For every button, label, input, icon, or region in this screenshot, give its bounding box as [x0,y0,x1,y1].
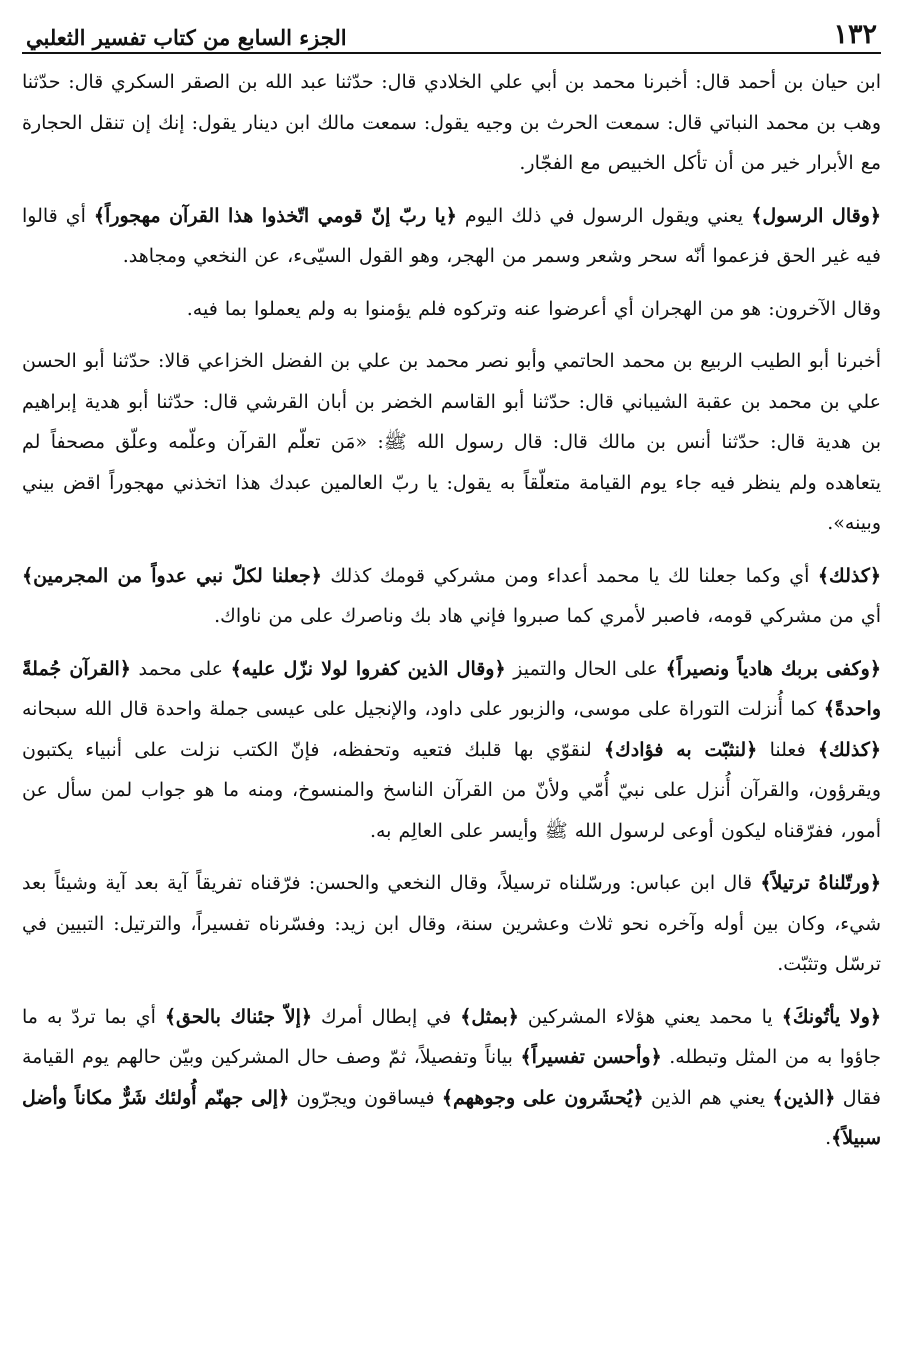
paragraph-text: على الحال والتميز [505,657,666,680]
quran-quote: ﴿بمثل﴾ [460,1005,519,1028]
paragraph [22,196,881,277]
paragraph [22,341,881,544]
running-title: الجزء السابع من كتاب تفسير الثعلبي [26,25,347,50]
paragraph-text: بياناً وتفصيلاً، ثمّ وصف حال المشركين وبيّن حالهم يوم القيامة فقال [22,1046,881,1109]
quran-quote: ﴿وأحسن تفسيراً﴾ [520,1046,662,1068]
paragraph-text: أي وكما جعلنا لك يا محمد أعداء ومن مشركي قومك كذلك [321,564,818,587]
paragraph-text: يعني هم الذين [643,1086,773,1109]
quran-quote: ﴿إلى جهنّم أُولئك شَرٌّ مكاناً وأضل سبيلاً﴾ [22,1086,881,1149]
quran-quote: ﴿إلاّ جئناك بالحق﴾ [164,1005,312,1028]
paragraph-text: قال ابن عباس: ورسّلناه ترسيلاً، وقال النخعي والحسن: فرّقناه تفريقاً آية بعد آية وشيئاً بعد شيء، وكان بين أوله وآخره نحو ثلاث وعشرين سنة، وقال ابن زيد: وفسّرناه تفسيراً، والترتيل: التبيين في ترسّل وتثبّت. [22,872,881,975]
paragraph-text: فعلنا [757,738,818,761]
quran-quote: ﴿وقال الرسول﴾ [751,204,881,227]
paragraph-text: أخبرنا أبو الطيب الربيع بن محمد الحاتمي وأبو نصر محمد بن علي بن الفضل الخزاعي قالا: حدّثنا أبو الحسن علي بن محمد بن عقبة الشيباني قال: حدّثنا أبو القاسم الخضر بن أبان القرشي قال: حدّثنا أبو هدية إبراهيم بن هدية قال: حدّثنا أنس بن مالك قال: قال رسول الله ﷺ: «مَن تعلّم القرآن وعلّمه وعلّق مصحفاً لم يتعاهده ولم ينظر فيه جاء يوم القيامة متعلّقاً به يقول: يا ربّ العالمين عبدك هذا اتخذني مهجوراً اقض بيني وبينه». [22,350,881,534]
paragraph [22,62,881,184]
quran-quote: ﴿يا ربّ إنّ قومي اتّخذوا هذا القرآن مهجوراً﴾ [93,204,457,227]
paragraph-text: كما أُنزلت التوراة على موسى، والزبور على داود، والإنجيل على عيسى جملة واحدة قال الله سبحانه [22,698,824,720]
paragraph-text: أي من مشركي قومه، فاصبر لأمري كما صبروا فإني هاد بك وناصرك على من ناواك. [214,605,881,627]
quran-quote: ﴿ورتّلناهُ ترتيلاً﴾ [760,872,881,894]
paragraph-text: وقال الآخرون: هو من الهجران أي أعرضوا عنه وتركوه فلم يؤمنوا به ولم يعملوا بما فيه. [186,297,881,320]
paragraph-text: أي قالوا فيه غير الحق فزعموا أنّه سحر وشعر وسمر من الهجر، وهو القول السيّىء، عن النخعي ومجاهد. [22,204,881,267]
quran-quote: ﴿ولا يأتُونكَ﴾ [781,1005,882,1028]
paragraph-text: يا محمد يعني هؤلاء المشركين [518,1005,782,1028]
page-body [22,62,881,1159]
paragraph-text: في إبطال أمرك [312,1005,461,1028]
quran-quote: ﴿كذلك﴾ [817,738,881,761]
quran-quote: ﴿جعلنا لكلّ نبي عدواً من المجرمين﴾ [22,564,322,587]
paragraph-text: يعني ويقول الرسول في ذلك اليوم [456,204,752,227]
paragraph-text: أي بما تردّ به ما جاؤوا به من المثل وتبطله. [22,1005,881,1068]
paragraph [22,649,881,852]
quran-quote: ﴿كذلك﴾ [817,564,882,587]
page-header [22,14,881,54]
quran-quote: ﴿الذين﴾ [772,1086,836,1109]
paragraph-text: على محمد [130,657,231,680]
quran-quote: ﴿يُحشَرون على وجوههم﴾ [441,1086,644,1109]
paragraph [22,863,881,985]
paragraph-text: لنقوّي بها قلبك فتعيه وتحفظه، فإنّ الكتب نزلت على أنبياء يكتبون ويقرؤون، والقرآن أُنزل على نبيّ أُمّي ولأنّ من القرآن الناسخ والمنسوخ، ومنه ما هو جواب لمن سأل عن أمور، ففرّقناه ليكون أوعى لرسول الله ﷺ وأيسر على العالِم به. [22,738,881,842]
page-number: ١٣٢ [833,19,877,50]
quran-quote: ﴿وقال الذين كفروا لولا نزّل عليه﴾ [230,657,506,680]
quran-quote: ﴿لنثبّت به فؤادك﴾ [603,738,758,761]
paragraph [22,997,881,1159]
paragraph-text: . [825,1127,832,1149]
paragraph-text: ابن حيان بن أحمد قال: أخبرنا محمد بن أبي علي الخلادي قال: حدّثنا عبد الله بن الصقر السكري قال: حدّثنا وهب بن محمد النباتي قال: سمعت الحرث بن وجيه يقول: سمعت مالك ابن دينار يقول: إنك إن تنقل الحجارة مع الأبرار خير من أن تأكل الخبيص مع الفجّار. [22,71,881,174]
quran-quote: ﴿وكفى بربك هادياً ونصيراً﴾ [665,657,881,680]
paragraph [22,289,881,330]
paragraph-text: فيساقون ويجرّون [289,1086,442,1109]
paragraph [22,556,881,637]
quran-quote: ﴿القرآن جُملةً واحدةً﴾ [22,657,881,720]
